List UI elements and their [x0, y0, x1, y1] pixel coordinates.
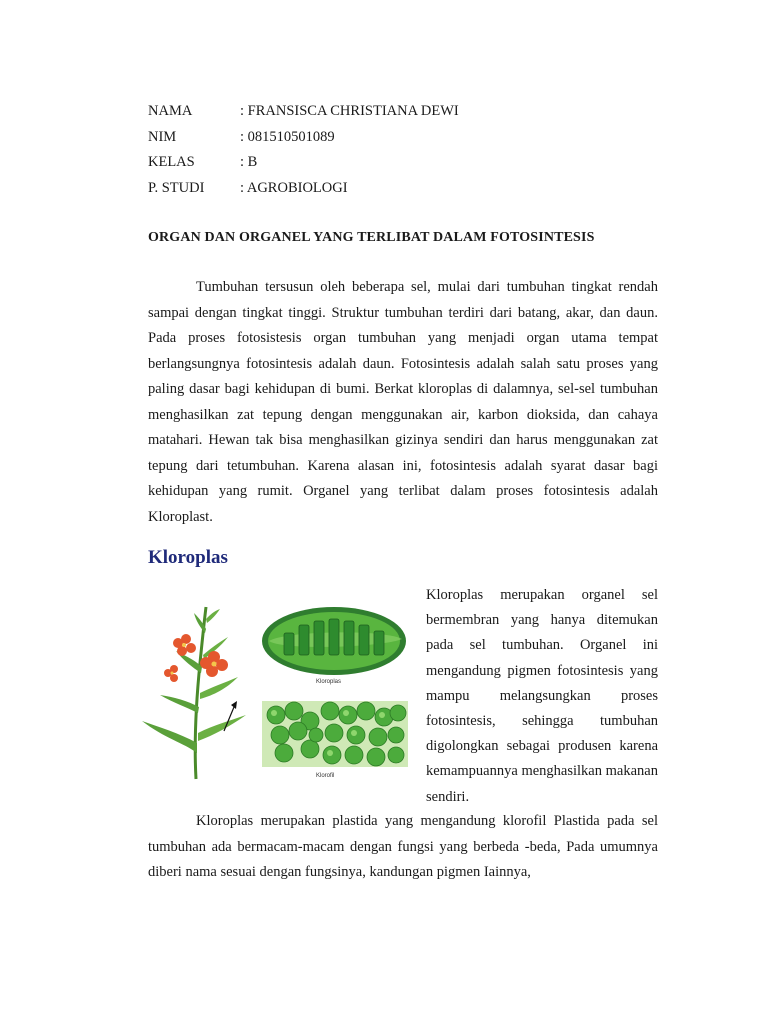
info-row-studi: [148, 178, 459, 204]
document-title: ORGAN DAN ORGANEL YANG TERLIBAT DALAM FOTOSINTESIS: [148, 230, 595, 245]
info-value: : 081510501089: [240, 128, 335, 145]
student-info: [148, 101, 459, 203]
info-value: : B: [240, 154, 258, 170]
chloroplast-illustration: [262, 607, 406, 685]
paragraph-kloroplas: Kloroplas merupakan organel sel bermembran yang hanya ditemukan pada sel tumbuhan. Organel ini mengandung pigmen fotosintesis yang mampu melangsungkan proses fotosintesis, sehingga tumbuhan digolongkan sebagai produsen karena kemampuannya menghasilkan makanan sendiri.: [426, 587, 658, 805]
info-label: KELAS: [148, 154, 195, 170]
plant-illustration: [142, 607, 246, 779]
paragraph-plastida: Kloroplas merupakan plastida yang mengandung klorofil Plastida pada sel tumbuhan ada bermacam-macam dengan fungsi yang berbeda -beda, Pada umumnya diberi nama sesuai dengan fungsinya, kandungan pigmen Iainnya,: [148, 813, 658, 880]
chlorophyll-illustration: [262, 701, 408, 779]
info-label: NIM: [148, 128, 177, 145]
info-row-name: [148, 101, 459, 127]
info-label: NAMA: [148, 103, 193, 119]
figure-caption-bottom: Klorofil: [316, 773, 335, 779]
info-row-kelas: [148, 152, 459, 178]
info-value: : FRANSISCA CHRISTIANA DEWI: [240, 103, 459, 119]
paragraph-intro: Tumbuhan tersusun oleh beberapa sel, mulai dari tumbuhan tingkat rendah sampai dengan tingkat tinggi. Struktur tumbuhan terdiri dari batang, akar, dan daun. Pada proses fotosistesis organ tumbuhan yang menjadi organ utama tempat berlangsungnya fotosintesis adalah daun. Fotosintesis adalah salah satu proses yang paling dasar bagi kehidupan di bumi. Berkat kloroplas di dalamnya, sel-sel tumbuhan menghasilkan zat tepung dengan menggunakan air, karbon dioksida, dan cahaya matahari. Hewan tak bisa menghasilkan gizinya sendiri dan harus menggunakan zat tepung dari tetumbuhan. Karena alasan ini, fotosintesis adalah syarat dasar bagi kehidupan yang rumit. Organel yang terlibat dalam proses fotosintesis adalah Kloroplast.: [148, 279, 658, 525]
info-row-nim: [148, 127, 459, 153]
chloroplast-figure: [134, 603, 414, 783]
figure-caption-top: Kloroplas: [316, 679, 342, 685]
section-heading: Kloroplas: [148, 547, 228, 568]
info-label: P. STUDI: [148, 179, 205, 196]
plant-chloroplast-illustration: [134, 603, 414, 783]
info-value: : AGROBIOLOGI: [240, 179, 348, 196]
